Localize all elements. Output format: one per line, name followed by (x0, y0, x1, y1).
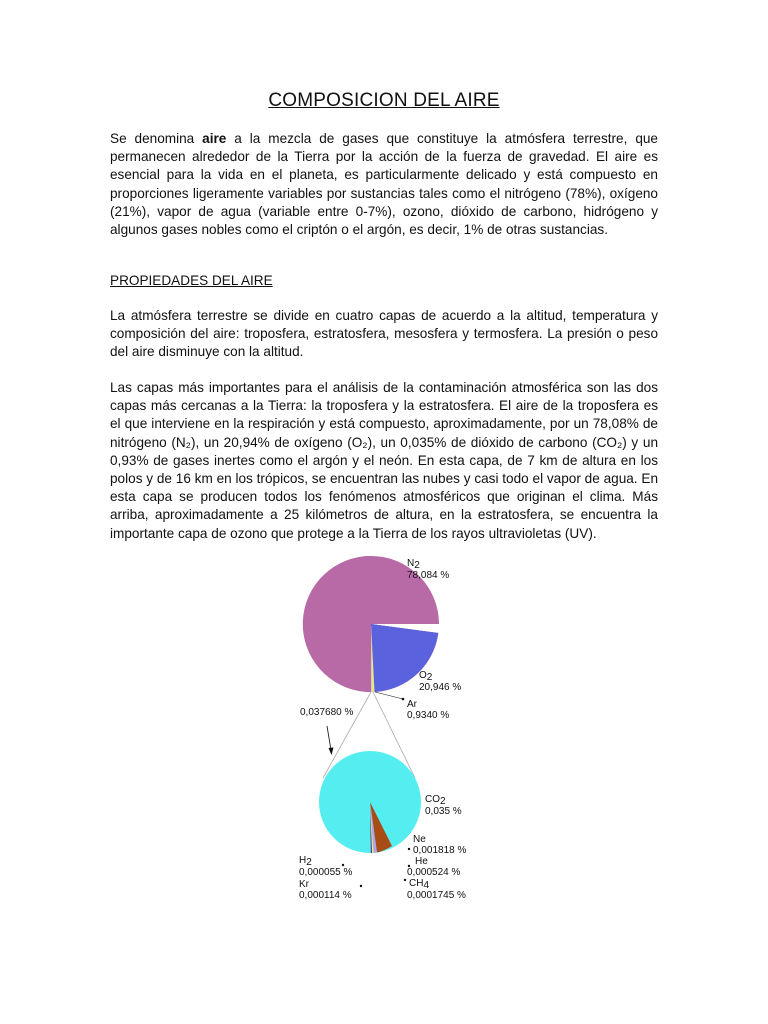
label-kr-gas: Kr (299, 879, 309, 890)
label-n2-value: 78,084 % (407, 570, 450, 581)
section-heading: PROPIEDADES DEL AIRE (110, 273, 273, 288)
ne-pointer-dot (408, 848, 410, 850)
air-composition-figure (295, 552, 473, 904)
label-co2-gas: CO2 (425, 794, 446, 807)
troposphere-paragraph: Las capas más importantes para el análisis de la contaminación atmosférica son las dos capas más cercanas a la Tierra: la troposfera y la estratosfera. El aire de la troposfera es el que interviene en la respiración y está compuesto, aproximadamente, por un 78,08% de nitrógeno (N₂), un 20,94% de oxígeno (O₂), un 0,035% de dióxido de carbono (CO₂) y un 0,93% de gases inertes como el argón y el neón. En esta capa, de 7 km de altura en los polos y de 16 km en los trópicos, se encuentran las nubes y casi todo el vapor de agua. En esta capa se producen todos los fenómenos atmosféricos que originan el clima. Más arriba, aproximadamente a 25 kilómetros de altura, en la estratosfera, se encuentra la importante capa de ozono que protege a la Tierra de los rayos ultravioletas (UV). (110, 380, 658, 541)
label-he-value: 0,000524 % (407, 867, 461, 878)
intro-bold-term: aire (202, 131, 227, 146)
label-o2-value: 20,946 % (419, 682, 462, 693)
label-ch4-value: 0,0001745 % (407, 890, 466, 901)
ar-pointer-line (375, 692, 403, 699)
label-h2-gas: H2 (299, 855, 312, 868)
ch4-pointer-dot (404, 879, 406, 881)
rest-arrow-line (327, 726, 331, 750)
label-he-gas: He (415, 856, 428, 867)
kr-pointer-dot (360, 885, 362, 887)
label-kr-value: 0,000114 % (299, 890, 352, 901)
label-ne-gas: Ne (413, 834, 426, 845)
page-title: COMPOSICION DEL AIRE (268, 90, 500, 111)
label-ch4-gas: CH4 (409, 878, 430, 891)
layers-paragraph: La atmósfera terrestre se divide en cuatro capas de acuerdo a la altitud, temperatura y composición del aire: troposfera, estratosfera, mesosfera y termosfera. La presión o peso del aire disminuye con la altitud. (110, 308, 658, 360)
h2-pointer-dot (342, 864, 344, 866)
intro-text-after: a la mezcla de gases que constituye la atmósfera terrestre, que permanecen alrededor de la Tierra por la acción de la fuerza de gravedad. El aire es esencial para la vida en el planeta, es particularmente delicado y está compuesto en proporciones ligeramente variables por sustancias tales como el nitrógeno (78%), oxígeno (21%), vapor de agua (variable entre 0-7%), ozono, dióxido de carbono, hidrógeno y algunos gases nobles como el criptón o el argón, es decir, 1% de otras sustancias. (110, 131, 658, 238)
rest-arrow-head (329, 748, 334, 756)
intro-paragraph (110, 130, 658, 239)
label-ar-gas: Ar (407, 699, 417, 710)
label-ne-value: 0,001818 % (413, 845, 467, 856)
label-h2-value: 0,000055 % (299, 867, 353, 878)
label-o2-gas: O2 (419, 670, 433, 683)
label-ar-value: 0,9340 % (407, 710, 450, 721)
label-rest-value: 0,037680 % (300, 707, 354, 718)
intro-text-before: Se denomina (110, 131, 203, 146)
label-co2-value: 0,035 % (425, 806, 462, 817)
label-n2-gas: N2 (407, 558, 420, 571)
